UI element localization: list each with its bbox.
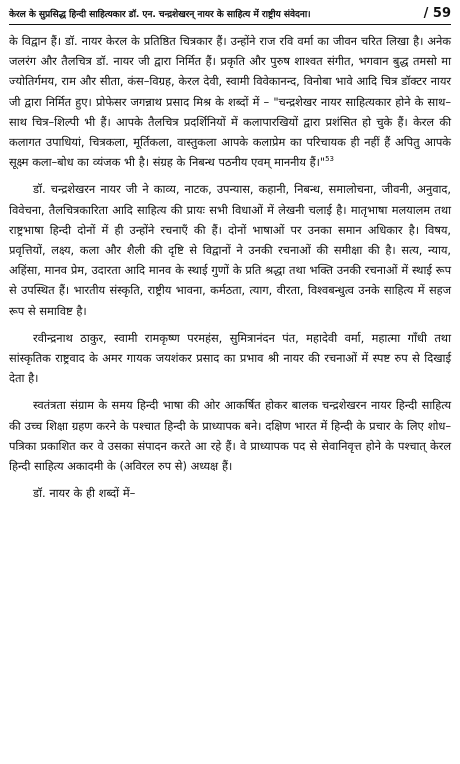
paragraph-5-text: डॉ. नायर के ही शब्दों में– — [33, 486, 136, 501]
paragraph-1 — [9, 31, 451, 172]
footnote-marker: 53 — [325, 155, 334, 164]
paragraph-3 — [9, 328, 451, 389]
paragraph-2-text: डॉ. चन्द्रशेखरन नायर जी ने काव्य, नाटक, उपन्यास, कहानी, निबन्ध, समालोचना, जीवनी, अनुवाद, विवेचना, तैलचित्रकारिता आदि साहित्य की प्रायः सभी विधाओं में लेखनी चलाई है। मातृभाषा मलयालम तथा राष्ट्रभाषा हिन्दी दोनों में ही उन्होंने रचनाएँ की हैं। दोनों भाषाओं पर उनका समान अधिकार है। विषय, प्रवृत्तियों, लक्ष्य, कला और शैली की दृष्टि से विद्वानों ने उनकी रचनाओं की समीक्षा की है। सत्य, न्याय, अहिंसा, मानव प्रेम, उदारता आदि मानव के स्थाई गुणों के प्रति श्रद्धा तथा भक्ति उनकी रचनाओं में स्थाई रूप से उपस्थित हैं। भारतीय संस्कृति, राष्ट्रीय भावना, कर्मठता, त्याग, वीरता, विश्वबन्धुत्व उनके साहित्य में सहज रूप से समाविष्ट है। — [9, 182, 451, 318]
paragraph-5 — [9, 483, 451, 503]
paragraph-3-text: रवीन्द्रनाथ ठाकुर, स्वामी रामकृष्ण परमहंस, सुमित्रानंदन पंत, महादेवी वर्मा, महात्मा गाँधी तथा सांस्कृतिक राष्ट्रवाद के अमर गायक जयशंकर प्रसाद का प्रभाव श्री नायर की रचनाओं में स्पष्ट रुप से दिखाई देता है। — [9, 330, 451, 386]
paragraph-4 — [9, 395, 451, 476]
page-number: / 59 — [423, 6, 451, 21]
paragraph-4-text: स्वतंत्रता संग्राम के समय हिन्दी भाषा की ओर आकर्षित होकर बालक चन्द्रशेखरन नायर हिन्दी साहित्य की उच्च शिक्षा ग्रहण करने के पश्चात हिन्दी के प्राध्यापक बने। दक्षिण भारत में हिन्दी के प्रचार के लिए शोध–पत्रिका प्रकाशित कर वे उसका संपादन करते आ रहे हैं। वे प्राध्यापक पद से सेवानिवृत्त होने के पश्चात् केरल हिन्दी साहित्य अकादमी के (अविरल रुप से) अध्यक्ष हैं। — [9, 398, 451, 474]
paragraph-1-text: के विद्वान हैं। डॉ. नायर केरल के प्रतिष्ठित चित्रकार हैं। उन्होंने राज रवि वर्मा का जीवन चरित लिखा है। अनेक जलरंग और तैलचित्र डॉ. नायर जी द्वारा निर्मित हैं। प्रकृति और पुरुष शाश्वत संगीत, भगवान बुद्ध तमसो मा ज्योतिर्गमय, राम और सीता, कंस–विग्रह, केरल देवी, स्वामी विवेकानन्द, विनोबा भावे आदि चित्र डॉक्टर नायर जी द्वारा निर्मित हुए। प्रोफेसर जगन्नाथ प्रसाद मिश्र के शब्दों में – "चन्द्रशेखर नायर साहित्यकार होने के साथ–साथ चित्र–शिल्पी भी हैं। आपके तैलचित्र प्रदर्शिनियों में कलापारखियों द्वारा प्रशंसित हो चुके हैं। केरल की कलागत उपाधियां, चित्रकला, मूर्तिकला, वास्तुकला आपके कलाप्रेम का परिचायक ही नहीं हैं अपितु आपके सूक्ष्म कला–बोध का व्यंजक भी है। संग्रह के निबन्ध पठनीय एवम् माननीय हैं।" — [9, 34, 451, 170]
paragraph-2 — [9, 179, 451, 320]
running-header — [9, 6, 451, 25]
running-header-title: केरल के सुप्रसिद्ध हिन्दी साहित्यकार डॉ. एन. चन्द्रशेखरन् नायर के साहित्य में राष्ट्रीय संवेदना। — [9, 9, 311, 20]
